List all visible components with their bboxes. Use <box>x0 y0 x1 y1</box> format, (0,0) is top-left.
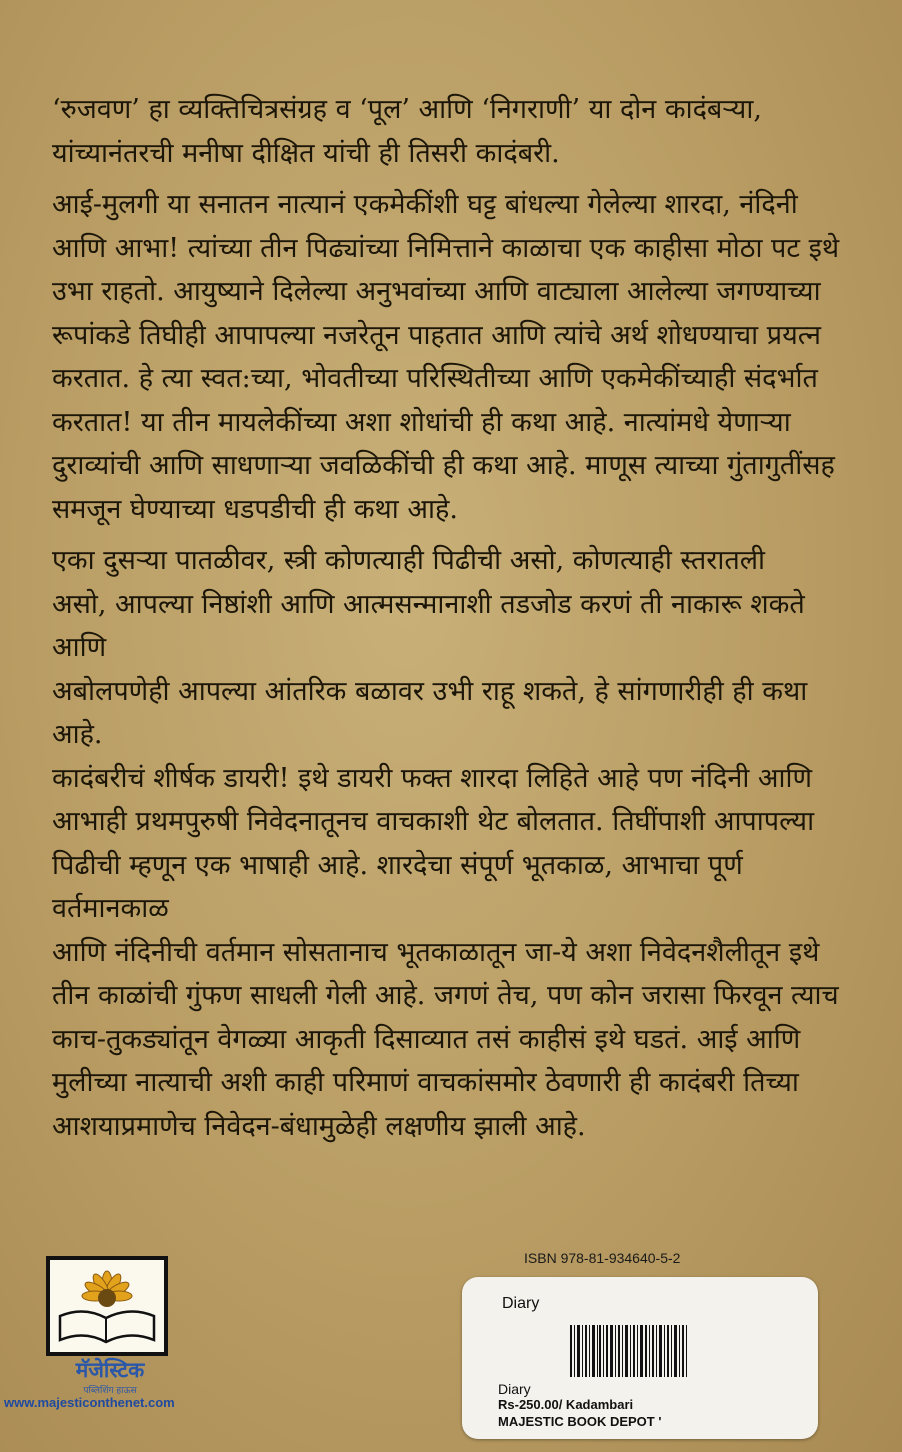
sticker-price: Rs-250.00/ Kadambari <box>498 1397 634 1412</box>
publisher-brand: मॅजेस्टिक <box>75 1358 145 1382</box>
publisher-subtitle: पब्लिशिंग हाऊस <box>83 1386 137 1396</box>
barcode-icon <box>568 1325 688 1377</box>
price-sticker <box>462 1277 818 1439</box>
sticker-title: Diary <box>502 1295 540 1312</box>
sticker-book-name: Diary <box>498 1381 531 1397</box>
back-cover-blurb <box>52 88 860 1156</box>
publisher-website: www.majesticonthenet.com <box>4 1395 175 1410</box>
blurb-paragraph-3: एका दुसऱ्या पातळीवर, स्त्री कोणत्याही पिढीची असो, कोणत्याही स्तरातली असो, आपल्या निष्ठांशी आणि आत्मसन्मानाशी तडजोड करणं ती नाकारू शकते आणि अबोलपणेही आपल्या आंतरिक बळावर उभी राहू शकते, हे सांगणारीही ही कथा आहे. कादंबरीचं शीर्षक डायरी! इथे डायरी फक्त शारदा लिहिते आहे पण नंदिनी आणि आभाही प्रथमपुरुषी निवेदनातूनच वाचकाशी थेट बोलतात. तिघींपाशी आपापल्या पिढीची म्हणून एक भाषाही आहे. शारदेचा संपूर्ण भूतकाळ, आभाचा पूर्ण वर्तमानकाळ आणि नंदिनीची वर्तमान सोसतानाच भूतकाळातून जा-ये अशा निवेदनशैलीतून इथे तीन काळांची गुंफण साधली गेली आहे. जगणं तेच, पण कोन जरासा फिरवून त्याच काच-तुकड्यांतून वेगळ्या आकृती दिसाव्यात तसं काहीसं इथे घडतं. आई आणि मुलीच्या नात्याची अशी काही परिमाणं वाचकांसमोर ठेवणारी ही कादंबरी तिच्या आशयाप्रमाणेच निवेदन-बंधामुळेही लक्षणीय झाली आहे. <box>52 545 839 1142</box>
sticker-depot: MAJESTIC BOOK DEPOT ' <box>498 1414 662 1429</box>
blurb-paragraph-1: ‘रुजवण’ हा व्यक्तिचित्रसंग्रह व ‘पूल’ आणि ‘निगराणी’ या दोन कादंबऱ्या, यांच्यानंतरची मनीषा दीक्षित यांची ही तिसरी कादंबरी. <box>52 94 762 169</box>
blurb-paragraph-2: आई-मुलगी या सनातन नात्यानं एकमेकींशी घट्ट बांधल्या गेलेल्या शारदा, नंदिनी आणि आभा! त्यांच्या तीन पिढ्यांच्या निमित्ताने काळाचा एक काहीसा मोठा पट इथे उभा राहतो. आयुष्याने दिलेल्या अनुभवांच्या आणि वाट्याला आलेल्या जगण्याच्या रूपांकडे तिघीही आपापल्या नजरेतून पाहतात आणि त्यांचे अर्थ शोधण्याचा प्रयत्न करतात. हे त्या स्वत:च्या, भोवतीच्या परिस्थितीच्या आणि एकमेकींच्याही संदर्भात करतात! या तीन मायलेकींच्या अशा शोधांची ही कथा आहे. नात्यांमधे येणाऱ्या दुराव्यांची आणि साधणाऱ्या जवळिकींची ही कथा आहे. माणूस त्याच्या गुंतागुतींसह समजून घेण्याच्या धडपडीची ही कथा आहे. <box>52 189 840 525</box>
isbn-text: ISBN 978-81-934640-5-2 <box>524 1250 681 1266</box>
